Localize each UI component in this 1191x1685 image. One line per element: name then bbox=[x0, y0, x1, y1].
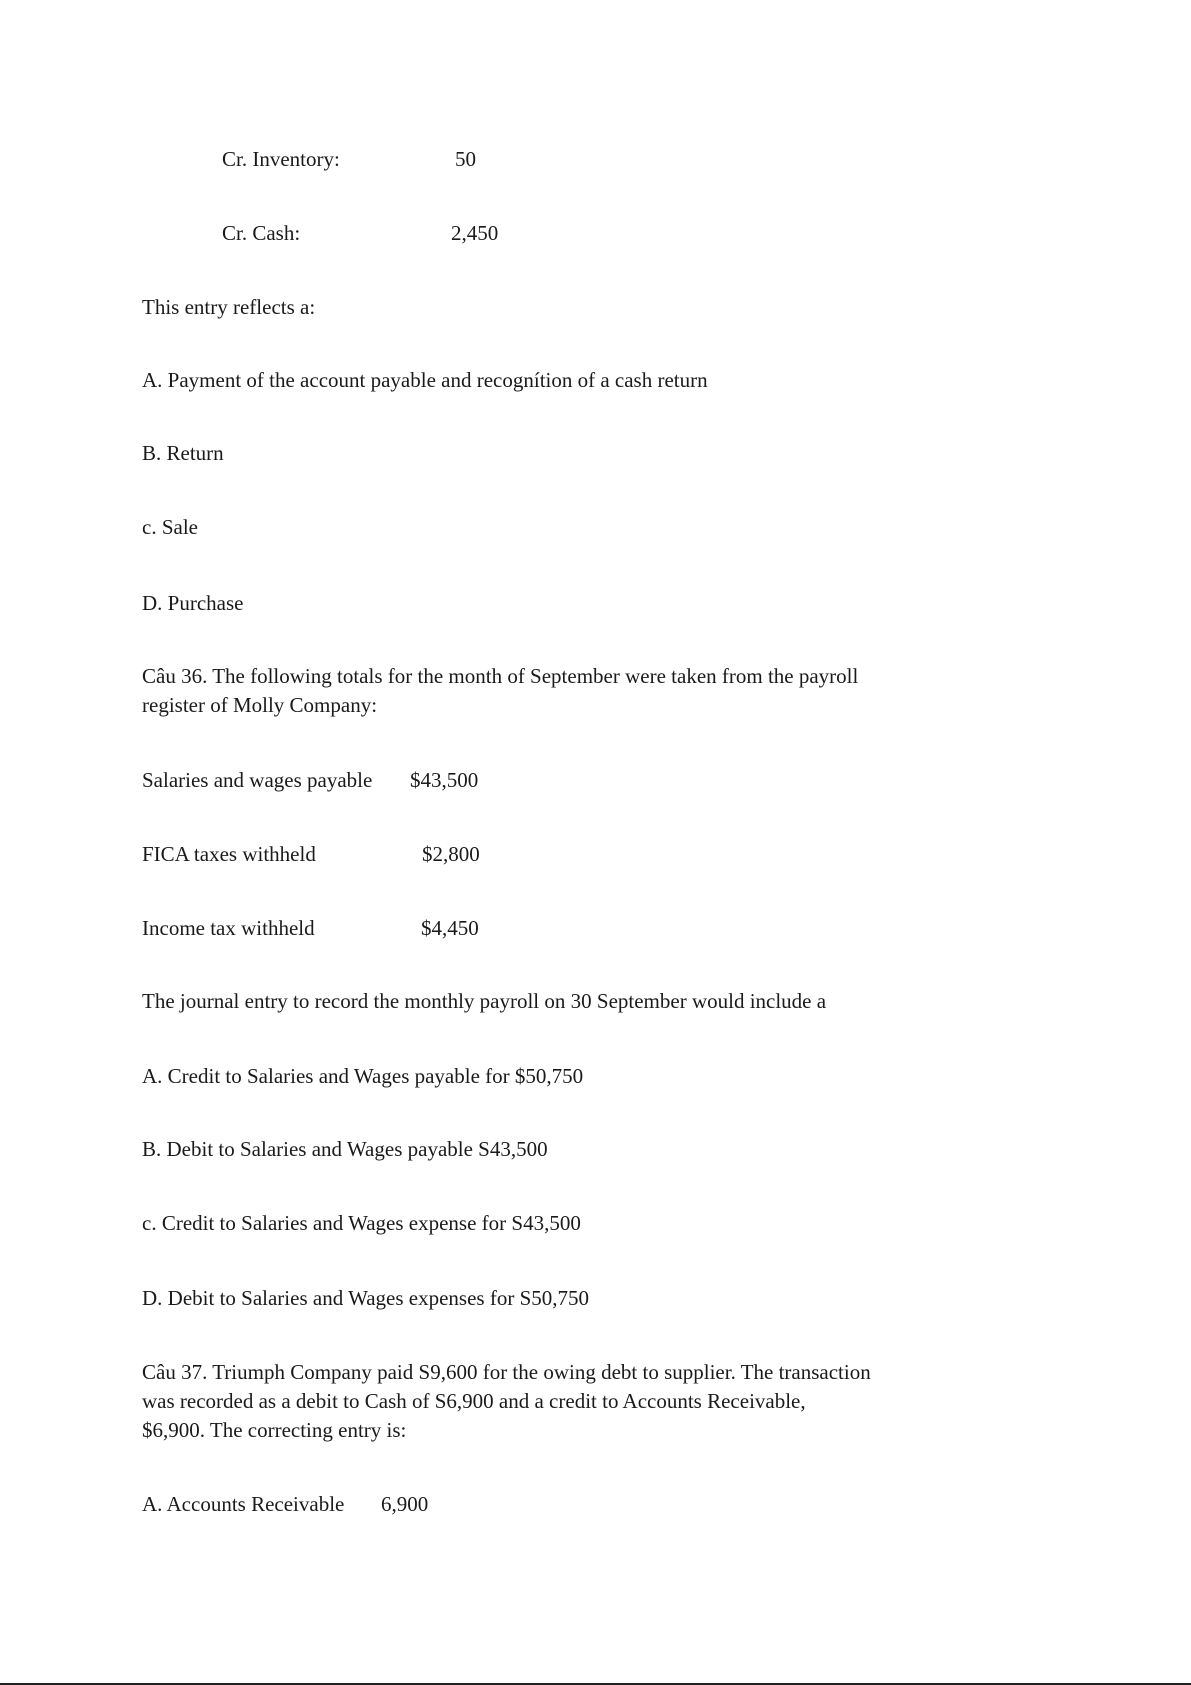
prev-question-prompt: This entry reflects a: bbox=[142, 295, 316, 319]
q36-item-amount-income-tax: $4,450 bbox=[421, 916, 479, 940]
entry-label-inventory: Cr. Inventory: bbox=[222, 147, 340, 171]
prev-option-b: B. Return bbox=[142, 441, 224, 465]
q36-item-amount-salaries: $43,500 bbox=[410, 768, 479, 792]
q37-stem-line-1: Câu 37. Triumph Company paid S9,600 for the owing debt to supplier. The transaction bbox=[142, 1360, 871, 1384]
q37-stem-line-3: $6,900. The correcting entry is: bbox=[142, 1418, 407, 1442]
q37-option-a-amount: 6,900 bbox=[381, 1492, 429, 1516]
q37-stem-line-2: was recorded as a debit to Cash of S6,900 and a credit to Accounts Receivable, bbox=[142, 1389, 806, 1413]
prev-option-a: A. Payment of the account payable and recognítion of a cash return bbox=[142, 368, 708, 392]
q36-option-b: B. Debit to Salaries and Wages payable S43,500 bbox=[142, 1137, 548, 1161]
q37-stem bbox=[142, 1358, 932, 1445]
prev-option-c: c. Sale bbox=[142, 515, 198, 539]
q36-option-d: D. Debit to Salaries and Wages expenses for S50,750 bbox=[142, 1286, 589, 1310]
q36-option-c: c. Credit to Salaries and Wages expense for S43,500 bbox=[142, 1211, 581, 1235]
q37-option-a-label: A. Accounts Receivable bbox=[142, 1492, 345, 1516]
prev-option-d: D. Purchase bbox=[142, 591, 244, 615]
q36-item-label-income-tax: Income tax withheld bbox=[142, 916, 315, 940]
entry-amount-cash: 2,450 bbox=[451, 221, 499, 245]
q36-item-label-salaries: Salaries and wages payable bbox=[142, 768, 373, 792]
q36-stem-line-2: register of Molly Company: bbox=[142, 693, 378, 717]
q36-item-label-fica: FICA taxes withheld bbox=[142, 842, 316, 866]
q36-stem bbox=[142, 662, 932, 720]
q36-prompt: The journal entry to record the monthly payroll on 30 September would include a bbox=[142, 989, 827, 1013]
q36-item-amount-fica: $2,800 bbox=[422, 842, 480, 866]
q36-stem-line-1: Câu 36. The following totals for the month of September were taken from the payroll bbox=[142, 664, 859, 688]
q36-option-a: A. Credit to Salaries and Wages payable for $50,750 bbox=[142, 1064, 584, 1088]
entry-label-cash: Cr. Cash: bbox=[222, 221, 301, 245]
entry-amount-inventory: 50 bbox=[455, 147, 476, 171]
